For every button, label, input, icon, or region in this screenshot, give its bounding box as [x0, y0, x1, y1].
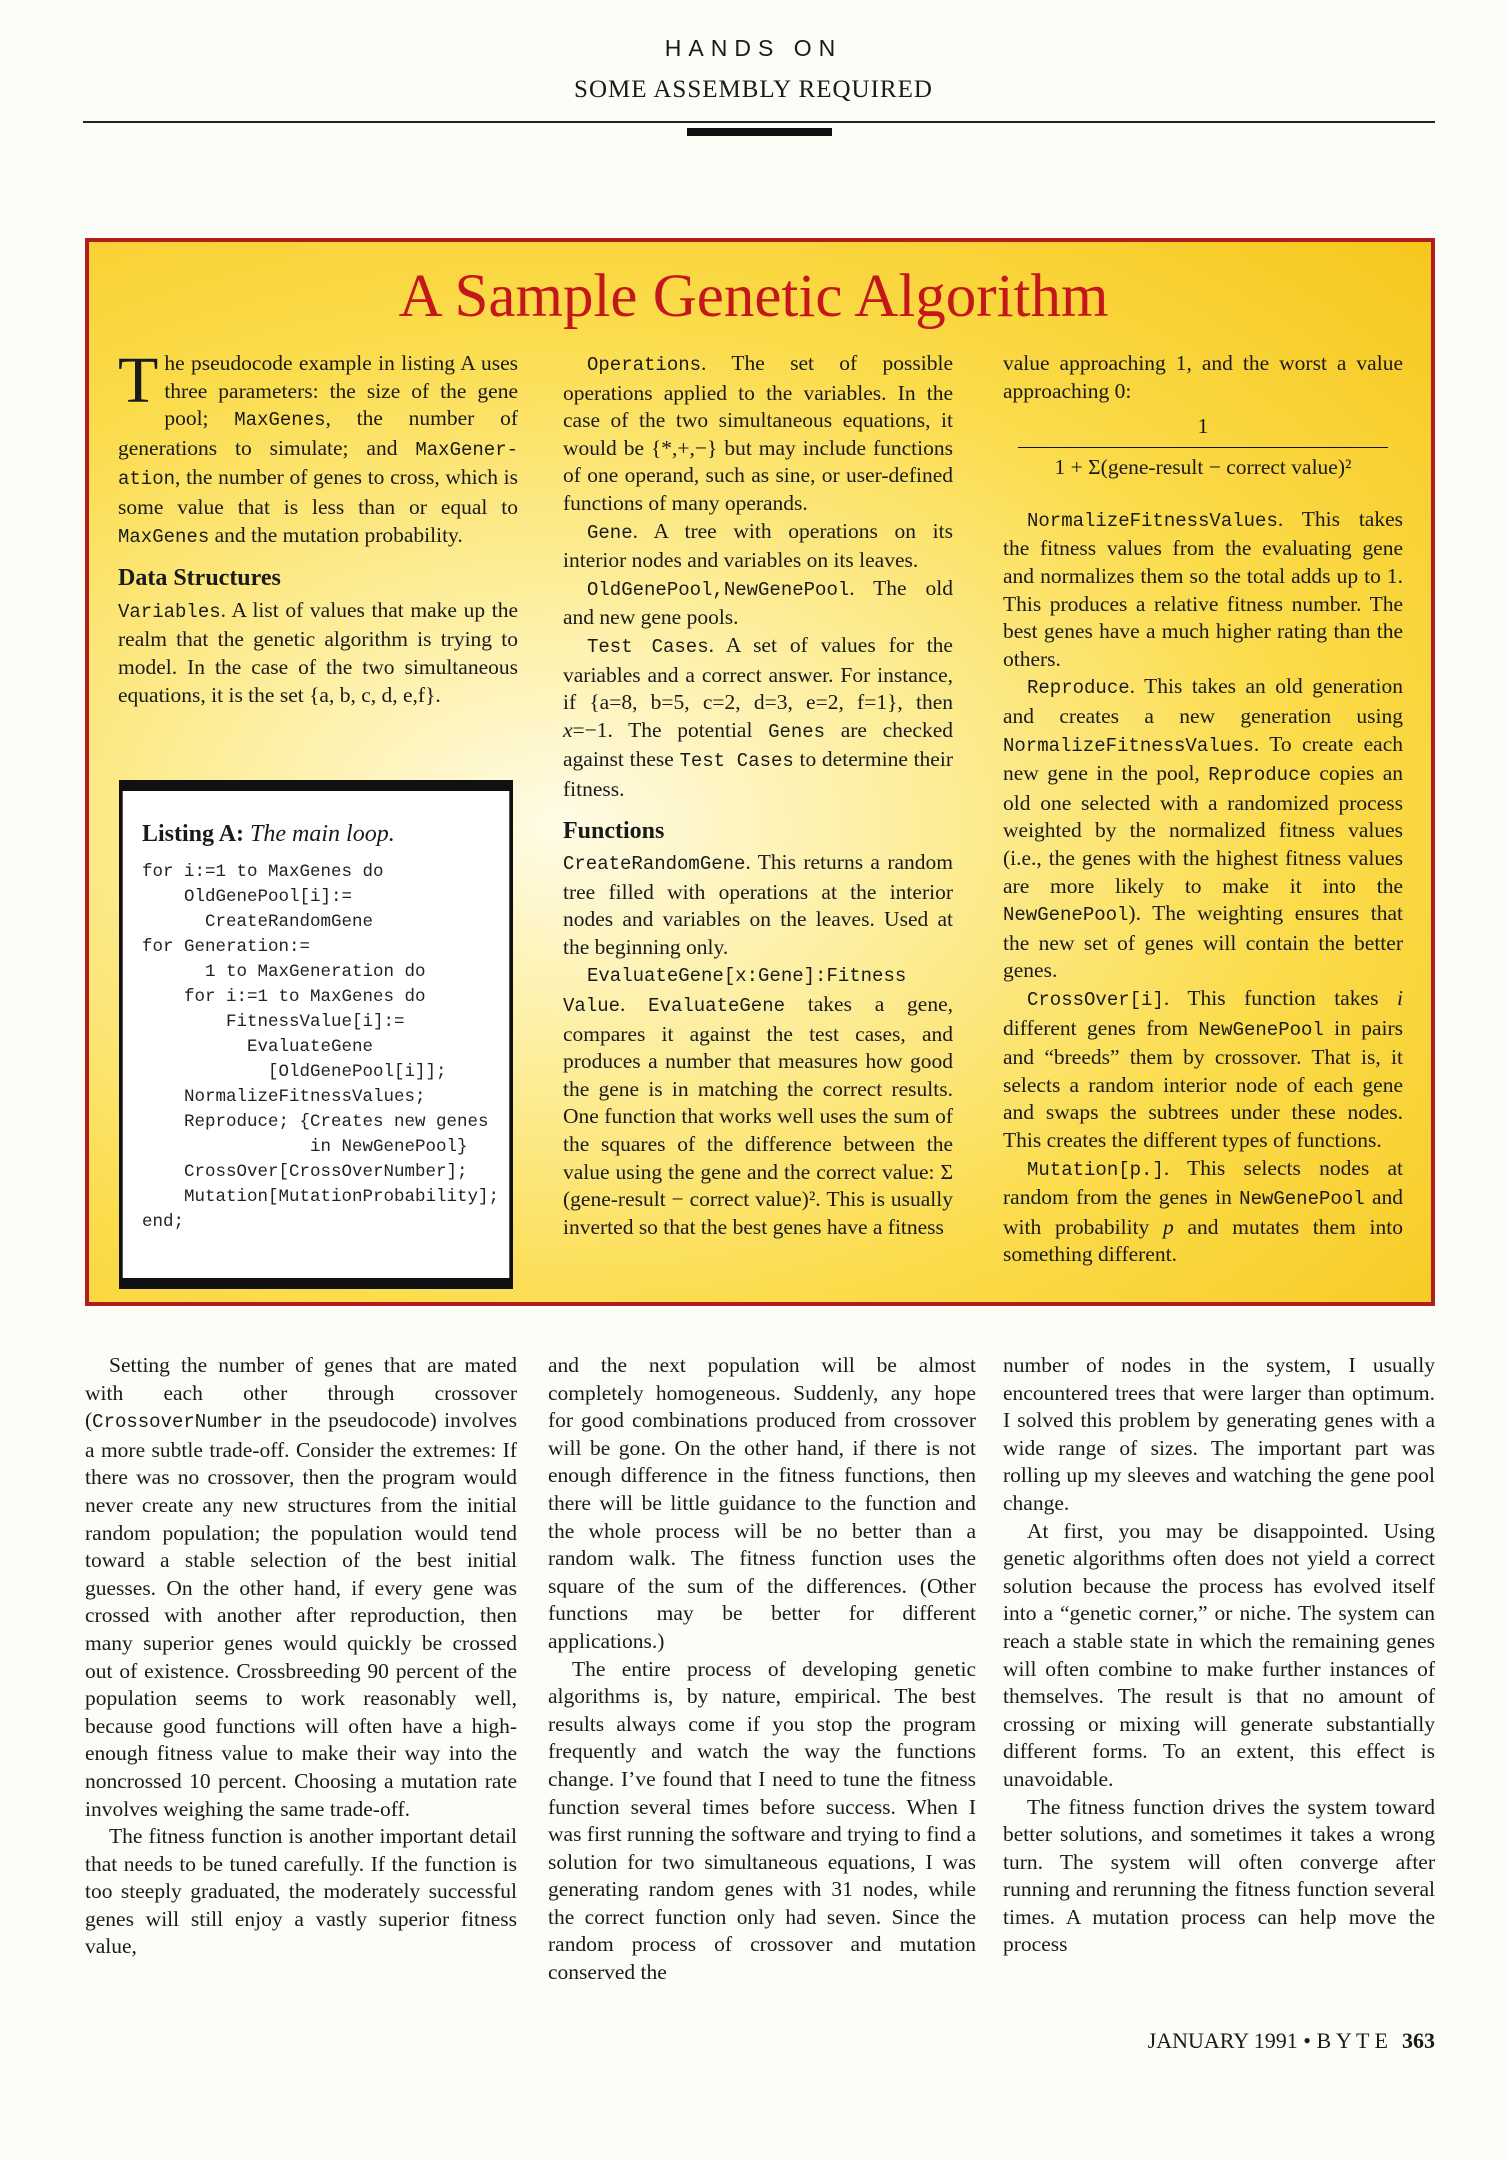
paragraph: Mutation[p.]. This selects nodes at random from the genes in NewGenePool and with probability p and mutates them into something different.: [1003, 1155, 1403, 1267]
paragraph: Test Cases. A set of values for the variables and a correct answer. For instance, if {a=8, b=5, c=2, d=3, e=2, f=1}, then x=−1. The potential Genes are checked against these Test Cases to determine their fitness.: [563, 632, 953, 801]
body-column-2: [548, 1352, 976, 1987]
listing-bottom-rule: [122, 1278, 510, 1286]
listing-code: for i:=1 to MaxGenes do OldGenePool[i]:= CreateRandomGene for Generation:= 1 to MaxGeneration do for i:=1 to MaxGenes do FitnessValue[i]:= EvaluateGene [OldGenePool[i]]; NormalizeFitnessValues; Reproduce; {Creates new genes in NewGenePool} CrossOver[CrossOverNumber]; Mutation[MutationProbability]; end;: [142, 862, 500, 1232]
paragraph: CrossOver[i]. This function takes i different genes from NewGenePool in pairs and “breeds” them by crossover. That is, it selects a random interior node of each gene and swaps the subtrees under these nodes. This creates the different types of functions.: [1003, 985, 1403, 1152]
data-structures-heading: Data Structures: [118, 565, 281, 592]
column-title: SOME ASSEMBLY REQUIRED: [574, 76, 933, 103]
page-footer: [1148, 2028, 1435, 2054]
intro-text: he pseudocode example in listing A uses three parameters: the size of the gene pool; MaxGenes, the number of generations to simulate; and MaxGener-ation, the number of genes to cross, which is some value that is less than or equal to MaxGenes and the mutation probability.: [118, 351, 518, 548]
paragraph: Setting the number of genes that are mated with each other through crossover (CrossoverNumber in the pseudocode) involves a more subtle trade-off. Consider the extremes: If there was no crossover, then the program would never create any new structures from the initial random population; the population would tend toward a stable selection of the best initial guesses. On the other hand, if every gene was crossed with another after reproduction, then many superior genes would quickly be crossed out of existence. Crossbreeding 90 percent of the population seems to work reasonably well, because good functions will often have a high-enough fitness value to make their way into the noncrossed 10 percent. Choosing a mutation rate involves weighing the same trade-off.: [85, 1353, 517, 1821]
intro-paragraph: [118, 344, 518, 551]
paragraph: The entire process of developing genetic algorithms is, by nature, empirical. The best results always come if you stop the program frequently and watch the way the functions change. I’ve found that I need to tune the fitness function several times before success. When I was first running the software and trying to find a solution for two simultaneous equations, I was generating random genes with 31 nodes, while the correct function only had seven. Since the random process of crossover and mutation conserved the: [548, 1656, 976, 1985]
paragraph: Operations. The set of possible operations applied to the variables. In the case of the two simultaneous equations, it would be {*,+,−} but may include functions of one operand, such as sine, or user-defined functions of many operands.: [563, 351, 953, 515]
sidebar-column-2: [563, 350, 953, 1241]
section-label: HANDS ON: [664, 35, 843, 61]
paragraph: NormalizeFitnessValues. This takes the fitness values from the evaluating gene and normalizes them so the total adds up to 1. This produces a relative fitness number. The best genes have a much higher rating than the others.: [1003, 506, 1403, 671]
drop-cap: T: [118, 344, 159, 417]
paragraph: EvaluateGene[x:Gene]:Fitness Value. EvaluateGene takes a gene, compares it against the test cases, and produces a number that measures how good the gene is in matching the correct results. One function that works well uses the sum of the squares of the difference between the value using the gene and the correct value: Σ (gene-result − correct value)². This is usually inverted so that the best genes have a fitness: [563, 965, 953, 1239]
formula-denominator: 1 + Σ(gene-result − correct value)²: [1054, 455, 1352, 480]
variables-paragraph: Variables. A list of values that make up the realm that the genetic algorithm is trying to model. In the case of the two simultaneous equations, it is the set {a, b, c, d, e,f}.: [118, 597, 518, 707]
paragraph: Gene. A tree with operations on its interior nodes and variables on its leaves.: [563, 518, 953, 573]
paragraph: and the next population will be almost completely homogeneous. Suddenly, any hope for good combinations produced from crossover will be gone. On the other hand, if there is not enough difference in the fitness functions, then there will be little guidance to the function and the whole process will be no better than a random walk. The fitness function uses the square of the sum of the differences. (Other functions may be better for different applications.): [548, 1353, 976, 1653]
listing-top-rule: [122, 783, 510, 791]
col2-function-paragraphs: [563, 849, 953, 1241]
sidebar-column-1: [118, 344, 518, 709]
listing-label: Listing A:: [142, 821, 245, 847]
paragraph: The fitness function is another important detail that needs to be tuned carefully. If the function is too steeply graduated, the moderately successful genes will still enjoy a vastly superior fitness value,: [85, 1824, 517, 1959]
functions-heading: Functions: [563, 817, 665, 844]
header-rule: [83, 121, 1435, 123]
listing-caption: The main loop.: [250, 821, 395, 847]
formula-fraction-bar: [1018, 447, 1388, 449]
col3-lead: value approaching 1, and the worst a value approaching 0:: [1003, 351, 1403, 403]
fitness-formula: [1003, 413, 1403, 482]
sidebar-column-3: [1003, 350, 1403, 1269]
col3-paragraphs: [1003, 506, 1403, 1269]
paragraph: OldGenePool,NewGenePool. The old and new gene pools.: [563, 575, 953, 630]
issue-label: JANUARY 1991 • B Y T E: [1147, 2028, 1388, 2053]
formula-numerator: 1: [1197, 414, 1209, 439]
listing-title: [142, 821, 490, 848]
col2-paragraphs: [563, 350, 953, 804]
listing-box: [119, 780, 513, 1289]
page-number: 363: [1402, 2028, 1435, 2053]
paragraph: At first, you may be disappointed. Using genetic algorithms often does not yield a correct solution because the process has evolved itself into a “genetic corner,” or niche. The system can reach a stable state in which the remaining genes will often combine to make further instances of themselves. The result is that no amount of crossing or mixing will generate substantially different forms. To an extent, this effect is unavoidable.: [1003, 1518, 1435, 1791]
paragraph: number of nodes in the system, I usually encountered trees that were larger than optimum. I solved this problem by generating genes with a wide range of sizes. The important part was rolling up my sleeves and watching the gene pool change.: [1003, 1353, 1435, 1515]
body-column-3: [1003, 1352, 1435, 1959]
paragraph: The fitness function drives the system toward better solutions, and sometimes it takes a wrong turn. The system will often converge after running and rerunning the fitness function several times. A mutation process can help move the process: [1003, 1794, 1435, 1957]
paragraph: Reproduce. This takes an old generation and creates a new generation using NormalizeFitnessValues. To create each new gene in the pool, Reproduce copies an old one selected with a randomized process weighted by the normalized fitness values (i.e., the genes with the highest fitness values are more likely to make it into the NewGenePool). The weighting ensures that the new set of genes will contain the better genes.: [1003, 674, 1403, 983]
paragraph: CreateRandomGene. This returns a random tree filled with operations at the interior nodes and variables on the leaves. Used at the beginning only.: [563, 850, 953, 959]
header-bar: [687, 128, 832, 136]
body-column-1: [85, 1352, 517, 1961]
page-header: [0, 35, 1507, 104]
sidebar-title: A Sample Genetic Algorithm: [398, 263, 1109, 330]
